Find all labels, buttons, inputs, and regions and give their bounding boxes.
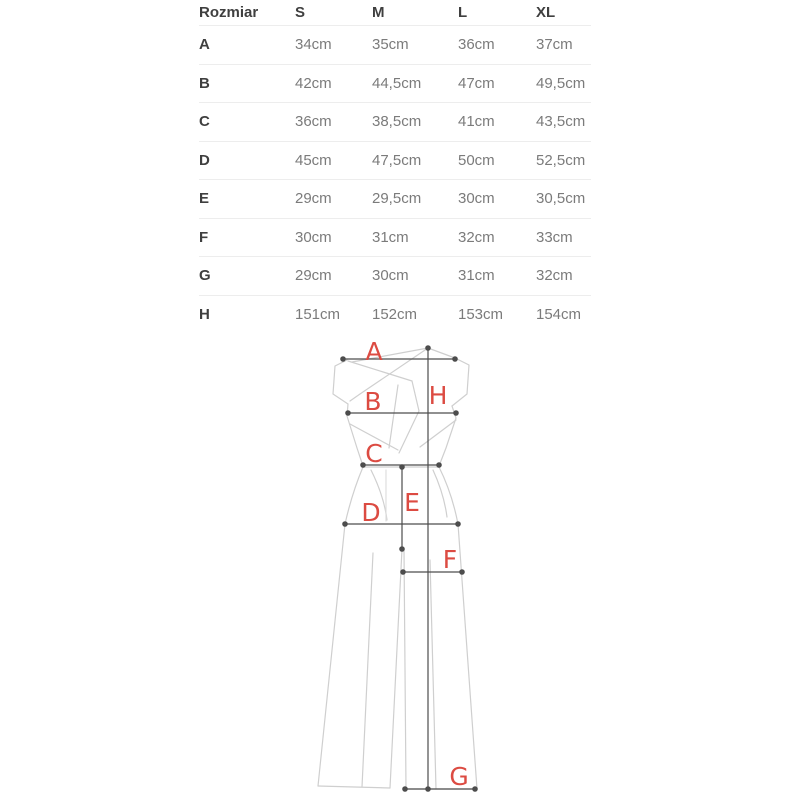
row-label: C (199, 113, 210, 131)
diagram-label-d: D (361, 498, 381, 527)
measurement-value: 31cm (458, 267, 495, 285)
measurement-value: 33cm (536, 228, 573, 246)
measurement-value: 42cm (295, 74, 332, 92)
row-label: A (199, 36, 210, 54)
row-label: D (199, 151, 210, 169)
row-label: G (199, 267, 211, 285)
measurement-value: 49,5cm (536, 74, 586, 92)
measurement-value: 32cm (458, 228, 495, 246)
measurement-value: 47,5cm (372, 151, 422, 169)
measurement-value: 151cm (295, 305, 341, 323)
measurement-value: 29cm (295, 190, 332, 208)
diagram-label-b: B (364, 387, 382, 416)
measurement-value: 29,5cm (372, 190, 422, 208)
measurement-value: 43,5cm (536, 113, 586, 131)
size-col-header-l: L (458, 4, 468, 21)
diagram-label-a: A (365, 337, 383, 366)
size-col-header-xl: XL (536, 4, 556, 21)
row-label: B (199, 74, 210, 92)
measurement-value: 153cm (458, 305, 504, 323)
diagram-label-f: F (442, 545, 458, 574)
measurement-value: 36cm (458, 36, 495, 54)
measurement-value: 31cm (372, 228, 409, 246)
measurement-value: 35cm (372, 36, 409, 54)
measurement-value: 37cm (536, 36, 573, 54)
measurement-value: 154cm (536, 305, 582, 323)
row-label: E (199, 190, 210, 208)
measurement-value: 32cm (536, 267, 573, 285)
measurement-value: 44,5cm (372, 74, 422, 92)
measurement-value: 45cm (295, 151, 332, 169)
measurement-value: 52,5cm (536, 151, 586, 169)
row-label: F (199, 228, 209, 246)
size-col-header-m: M (372, 4, 385, 21)
measurement-value: 34cm (295, 36, 332, 54)
measure-line-b (346, 411, 458, 415)
measurement-value: 41cm (458, 113, 495, 131)
measurement-value: 50cm (458, 151, 495, 169)
row-label: H (199, 305, 210, 323)
size-col-header-s: S (295, 4, 306, 21)
measurement-value: 36cm (295, 113, 332, 131)
size-column-title: Rozmiar (199, 4, 259, 21)
diagram-label-g: G (449, 762, 469, 791)
diagram-label-e: E (404, 488, 420, 517)
diagram-label-c: C (365, 439, 383, 468)
measurement-value: 152cm (372, 305, 418, 323)
measurement-value: 30,5cm (536, 190, 586, 208)
measurement-value: 29cm (295, 267, 332, 285)
measurement-value: 30cm (295, 228, 332, 246)
measurement-value: 30cm (372, 267, 409, 285)
measurement-value: 38,5cm (372, 113, 422, 131)
measurement-value: 47cm (458, 74, 495, 92)
measurement-value: 30cm (458, 190, 495, 208)
diagram-label-h: H (428, 381, 448, 410)
